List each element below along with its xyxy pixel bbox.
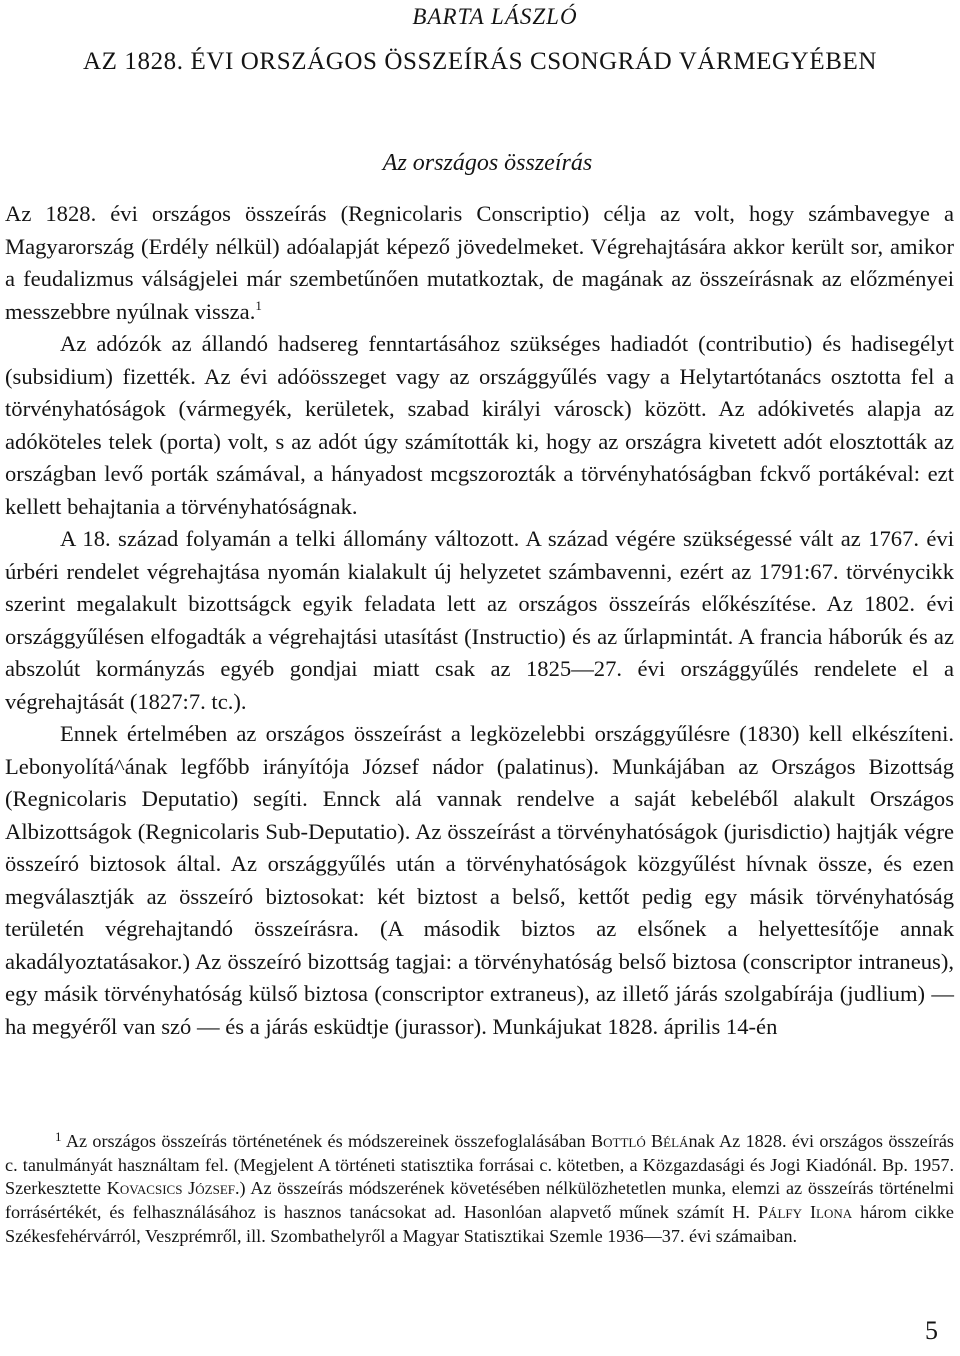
paragraph-1 xyxy=(5,198,954,328)
paragraph-2: Az adózók az állandó hadsereg fenntartásához szükséges hadiadót (contributio) és hadisegélyt (subsidium) fizették. Az évi adóösszeget vagy az országgyűlés vagy a Helytartótanács osztotta fel a törvényhatóságok (vármegyék, kerületek, szabad királyi városck) között. Az adókivetés alapja az adóköteles telek (porta) volt, s az adót úgy számították ki, hogy az országra kivetett adót elosztották az országban levő porták számával, a hányadost mcgszorozták a törvényhatóságban fckvő portákéval: ezt kellett behajtania a törvényhatóságnak. xyxy=(5,331,954,519)
article-title: AZ 1828. ÉVI ORSZÁGOS ÖSSZEÍRÁS CSONGRÁD VÁRMEGYÉBEN xyxy=(83,48,877,75)
paragraph-1-text: Az 1828. évi országos összeírás (Regnicolaris Conscriptio) célja az volt, hogy számbavegye a Magyarország (Erdély nélkül) adóalapját képező jövedelmeket. Végrehajtására akkor került sor, amikor a feudalizmus válságjelei már szembetűnően mutatkoztak, de magának az összeírásnak az előzményei messzebbre nyúlnak vissza. xyxy=(5,201,954,324)
author-name: BARTA LÁSZLÓ xyxy=(412,4,578,29)
page-number: 5 xyxy=(925,1316,938,1345)
footnote-cited-author: Pálfy Ilona xyxy=(757,1202,853,1223)
paragraph-3: A 18. század folyamán a telki állomány változott. A század végére szükségessé vált az 1767. évi úrbéri rendelet végrehajtása nyomán kialakult új helyzetet számbavenni, ezért az 1791:67. törvénycikk szerint megalakult bizottságck egyik feladata lett az országos összeírás előkészítése. Az 1802. évi országgyűlésen elfogadták a végrehajtási utasítást (Instructio) és az űrlapmintát. A francia háborúk és az abszolút kormányzás egyéb gondjai miatt csak az 1825—27. évi országgyűlés rendelete el a végrehajtását (1827:7. tc.). xyxy=(5,526,954,714)
footnote-mark: 1 xyxy=(55,1129,62,1144)
footnote-reference[interactable]: 1 xyxy=(255,297,262,313)
footnote-text-1: Az országos összeírás történetének és módszereinek összefoglalásában xyxy=(65,1131,586,1151)
body-text xyxy=(5,198,954,1043)
footnote-1 xyxy=(5,1130,954,1249)
footnote-text-2: nak Az 1828. évi országos összeírás c. tanulmányát használtam fel. (Megjelent A történeti statisztika forrásai c. kötetben, a Közgazdasági és Jogi Kiadónál. Bp. 1957. Szerkesztette xyxy=(5,1131,954,1199)
paragraph-4: Ennek értelmében az országos összeírást a legközelebbi országgyűlésre (1830) kell elkészíteni. Lebonyolítá^ának legfőbb irányítója József nádor (palatinus). Munkájában az Országos Bizottság (Regnicolaris Deputatio) segíti. Ennck alá vannak rendelve a saját kebeléből alakult Országos Albizottságok (Regnicolaris Sub-Deputatio). Az összeírást a törvényhatóságok (jurisdictio) hajtják végre összeíró biztosok által. Az országgyűlés után a törvényhatóságok közgyűlést hívnak össze, és ezen megválasztják az összeíró biztosokat: két biztost a belső, kettőt pedig egy másik törvényhatóság területén végrehajtandó összeírásra. (A második biztos az elsőnek a helyettesítője annak akadályoztatásakor.) Az összeíró bizottság tagjai: a törvényhatóság belső biztosa (conscriptor intraneus), egy másik törvényhatóság külső biztosa (conscriptor extraneus), az illető járás szolgabírája (judlium) — ha megyéről van szó — és a járás esküdtje (jurassor). Munkájukat 1828. április 14-én xyxy=(5,721,954,1039)
footnote-editor-name: Kovacsics József. xyxy=(106,1178,240,1199)
footnote xyxy=(5,1130,954,1249)
footnote-text-4: három cikke Székesfehérvárról, Veszprémről, ill. Szombathelyről a Magyar Statisztikai Szemle 1936—37. évi számaiban. xyxy=(5,1202,954,1246)
section-heading: Az országos összeírás xyxy=(382,150,593,176)
footnote-text-3: ) Az összeírás módszerének követésében nélkülözhetetlen munka, elemzi az összeírás történelmi forrásértékét, és felhasználásához is hasznos tanácsokat ad. Hasonlóan alapvető műnek számít H. xyxy=(5,1178,954,1223)
footnote-author-name: Bottló Bélá xyxy=(590,1131,689,1151)
